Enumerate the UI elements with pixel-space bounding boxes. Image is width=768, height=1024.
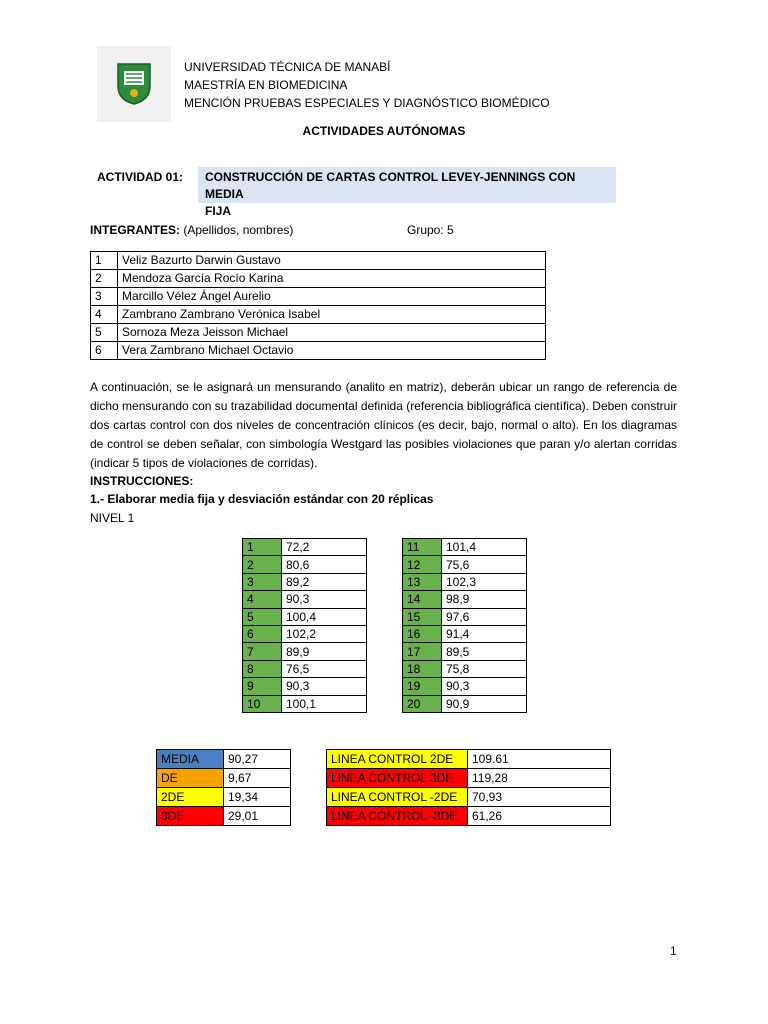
- activity-title-line2: FIJA: [205, 204, 232, 218]
- replica-value: 89,9: [282, 643, 367, 660]
- replica-value: 80,6: [282, 556, 367, 573]
- table-row: [243, 678, 367, 695]
- stat-value: 29,01: [224, 807, 291, 826]
- stat-value: 19,34: [224, 788, 291, 807]
- member-name: Marcillo Vélez Ángel Aurelio: [118, 288, 546, 306]
- table-row: [243, 556, 367, 573]
- stat-value: 90,27: [224, 750, 291, 769]
- table-row: [157, 769, 291, 788]
- control-line-value: 61,26: [468, 807, 611, 826]
- university-logo: [97, 46, 171, 122]
- table-row: [243, 643, 367, 660]
- table-row: [243, 625, 367, 642]
- mention-name: MENCIÓN PRUEBAS ESPECIALES Y DIAGNÓSTICO BIOMÉDICO: [184, 96, 550, 110]
- control-lines-table: [326, 749, 611, 826]
- table-row: [327, 788, 611, 807]
- replica-value: 102,3: [442, 573, 527, 590]
- replica-value: 100,1: [282, 695, 367, 712]
- table-row: [91, 306, 546, 324]
- table-row: [403, 643, 527, 660]
- replica-number: 4: [243, 591, 282, 608]
- control-line-value: 70,93: [468, 788, 611, 807]
- table-row: [403, 695, 527, 712]
- member-name: Sornoza Meza Jeisson Michael: [118, 324, 546, 342]
- table-row: [243, 539, 367, 556]
- replica-number: 1: [243, 539, 282, 556]
- replica-value: 100,4: [282, 608, 367, 625]
- table-row: [403, 573, 527, 590]
- control-line-label: LINEA CONTROL -3DE: [327, 807, 468, 826]
- table-row: [403, 608, 527, 625]
- replica-number: 2: [243, 556, 282, 573]
- table-row: [157, 750, 291, 769]
- table-row: [157, 807, 291, 826]
- table-row: [243, 660, 367, 677]
- replica-number: 14: [403, 591, 442, 608]
- header-block: [184, 58, 550, 112]
- replica-value: 89,5: [442, 643, 527, 660]
- table-row: [327, 807, 611, 826]
- stat-label: MEDIA: [157, 750, 224, 769]
- replica-number: 5: [243, 608, 282, 625]
- control-line-label: LINEA CONTROL -2DE: [327, 788, 468, 807]
- stats-table: [156, 749, 291, 826]
- table-row: [327, 750, 611, 769]
- table-row: [403, 660, 527, 677]
- member-number: 2: [91, 270, 118, 288]
- table-row: [243, 573, 367, 590]
- replica-value: 75,8: [442, 660, 527, 677]
- replica-number: 17: [403, 643, 442, 660]
- member-number: 5: [91, 324, 118, 342]
- table-row: [403, 556, 527, 573]
- replicas-table-right: [402, 538, 527, 713]
- replica-number: 13: [403, 573, 442, 590]
- table-row: [91, 252, 546, 270]
- replica-value: 101,4: [442, 539, 527, 556]
- instructions-heading: INSTRUCCIONES:: [90, 474, 194, 488]
- member-number: 1: [91, 252, 118, 270]
- replica-value: 76,5: [282, 660, 367, 677]
- replica-value: 91,4: [442, 625, 527, 642]
- member-name: Mendoza García Rocío Karina: [118, 270, 546, 288]
- replica-number: 6: [243, 625, 282, 642]
- integrantes-bold: INTEGRANTES:: [90, 223, 180, 237]
- control-line-label: LINEA CONTROL 2DE: [327, 750, 468, 769]
- replica-value: 98,9: [442, 591, 527, 608]
- activity-title-box: [198, 167, 616, 218]
- replica-number: 19: [403, 678, 442, 695]
- level-label: NIVEL 1: [90, 511, 135, 525]
- table-row: [157, 788, 291, 807]
- member-name: Vera Zambrano Michael Octavio: [118, 342, 546, 360]
- replica-value: 72,2: [282, 539, 367, 556]
- stat-label: 2DE: [157, 788, 224, 807]
- table-row: [91, 324, 546, 342]
- table-row: [403, 539, 527, 556]
- member-number: 3: [91, 288, 118, 306]
- group-label: Grupo: 5: [407, 223, 454, 237]
- stat-label: 3DE: [157, 807, 224, 826]
- member-name: Zambrano Zambrano Verónica Isabel: [118, 306, 546, 324]
- replica-value: 90,9: [442, 695, 527, 712]
- replica-number: 11: [403, 539, 442, 556]
- table-row: [91, 288, 546, 306]
- replica-number: 16: [403, 625, 442, 642]
- table-row: [243, 695, 367, 712]
- replica-value: 75,6: [442, 556, 527, 573]
- replica-value: 102,2: [282, 625, 367, 642]
- replica-number: 8: [243, 660, 282, 677]
- replica-number: 7: [243, 643, 282, 660]
- members-table: [90, 251, 546, 360]
- replica-number: 10: [243, 695, 282, 712]
- replica-number: 18: [403, 660, 442, 677]
- shield-icon: [114, 62, 154, 106]
- integrantes-label: [90, 223, 293, 237]
- table-row: [327, 769, 611, 788]
- table-row: [403, 678, 527, 695]
- member-number: 4: [91, 306, 118, 324]
- replica-number: 12: [403, 556, 442, 573]
- university-name: UNIVERSIDAD TÉCNICA DE MANABÍ: [184, 60, 391, 74]
- replica-value: 97,6: [442, 608, 527, 625]
- program-name: MAESTRÍA EN BIOMEDICINA: [184, 78, 348, 92]
- control-line-value: 119,28: [468, 769, 611, 788]
- activity-title-line1: CONSTRUCCIÓN DE CARTAS CONTROL LEVEY-JENNINGS CON MEDIA: [205, 170, 576, 201]
- member-number: 6: [91, 342, 118, 360]
- replica-number: 15: [403, 608, 442, 625]
- instructions-paragraph: A continuación, se le asignará un mensurando (analito en matriz), deberán ubicar un rango de referencia de dicho mensurando con su trazabilidad documental definida (referencia bibliográfica científica). Deben construir dos cartas control con dos niveles de concentración clínicos (es decir, bajo, normal o alto). En los diagramas de control se deben señalar, con simbología Westgard las posibles violaciones que paran y/o alertan corridas (indicar 5 tipos de violaciones de corridas).: [90, 380, 677, 470]
- table-row: [403, 591, 527, 608]
- integrantes-rest: (Apellidos, nombres): [180, 223, 294, 237]
- control-line-value: 109.61: [468, 750, 611, 769]
- table-row: [403, 625, 527, 642]
- table-row: [243, 591, 367, 608]
- instructions-step1: 1.- Elaborar media fija y desviación estándar con 20 réplicas: [90, 492, 434, 506]
- table-row: [91, 270, 546, 288]
- section-title: ACTIVIDADES AUTÓNOMAS: [302, 124, 466, 138]
- replica-value: 90,3: [282, 678, 367, 695]
- replicas-table-left: [242, 538, 367, 713]
- replica-value: 90,3: [282, 591, 367, 608]
- instructions-block: [90, 472, 433, 508]
- stat-label: DE: [157, 769, 224, 788]
- table-row: [91, 342, 546, 360]
- page-number: 1: [670, 944, 677, 958]
- member-name: Veliz Bazurto Darwin Gustavo: [118, 252, 546, 270]
- replica-value: 89,2: [282, 573, 367, 590]
- control-line-label: LINEA CONTROL 3DE: [327, 769, 468, 788]
- replica-number: 20: [403, 695, 442, 712]
- table-row: [243, 608, 367, 625]
- replica-value: 90,3: [442, 678, 527, 695]
- replica-number: 3: [243, 573, 282, 590]
- stat-value: 9,67: [224, 769, 291, 788]
- activity-label: ACTIVIDAD 01:: [97, 170, 184, 184]
- replica-number: 9: [243, 678, 282, 695]
